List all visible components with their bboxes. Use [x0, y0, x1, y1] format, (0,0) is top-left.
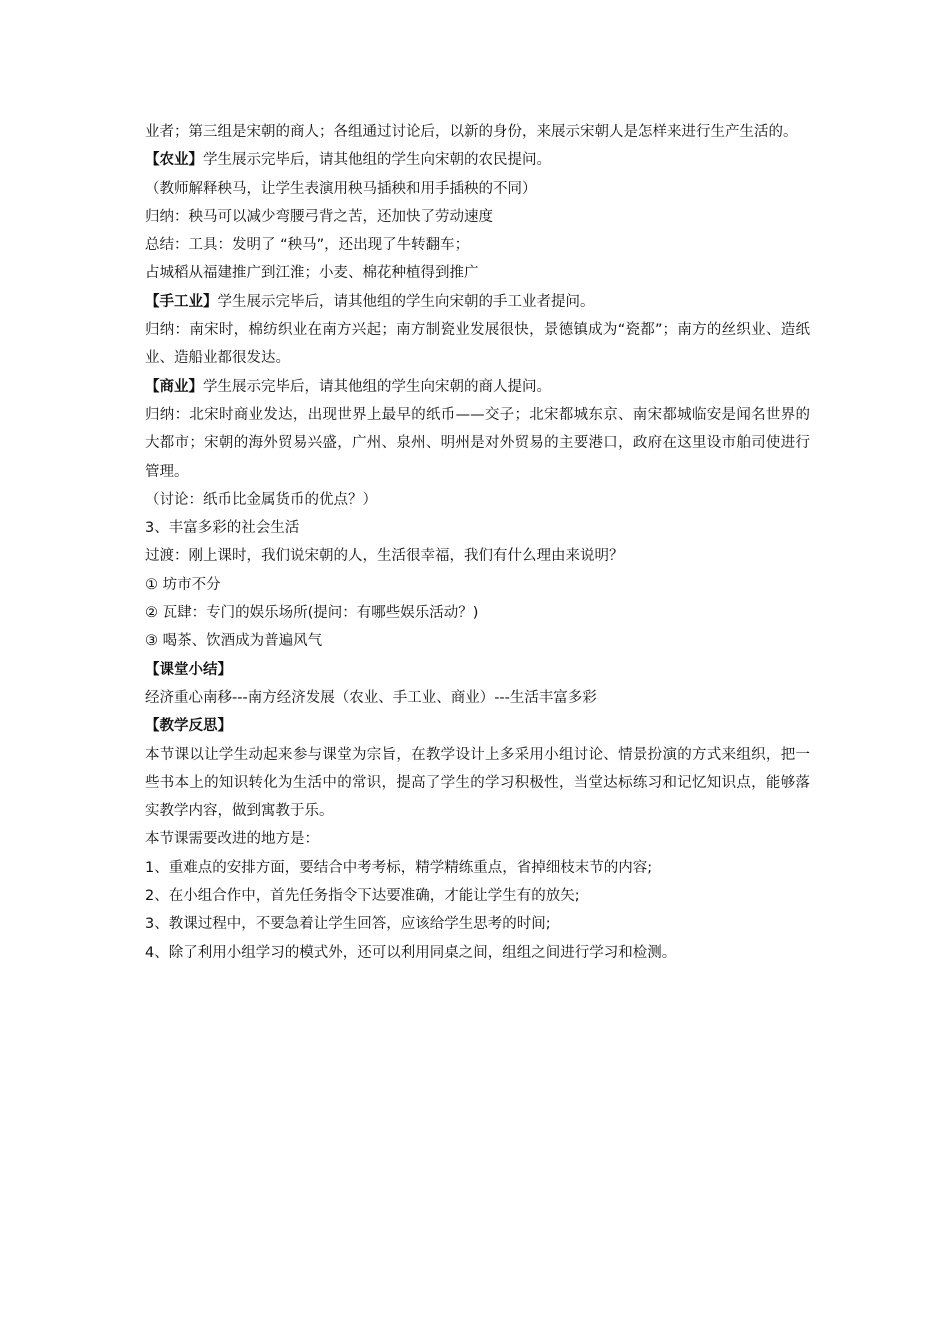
heading-teaching-reflection: 【教学反思】	[145, 718, 232, 735]
handicraft-label: 【手工业】	[145, 293, 218, 310]
improvement-item-4: 4、除了利用小组学习的模式外，还可以利用同桌之间，组组之间进行学习和检测。	[145, 944, 677, 961]
paragraph-reflection: 本节课以让学生动起来参与课堂为宗旨，在教学设计上多采用小组讨论、情景扮演的方式来组织，把一些书本上的知识转化为生活中的常识，提高了学生的学习积极性，当堂达标练习和记忆知识点，能够落实教学内容，做到寓教于乐。	[145, 746, 810, 820]
paragraph-intro: 业者；第三组是宋朝的商人；各组通过讨论后，以新的身份，来展示宋朝人是怎样来进行生产生活的。	[145, 124, 798, 140]
paragraph-class-summary: 经济重心南移---南方经济发展（农业、手工业、商业）---生活丰富多彩	[145, 689, 597, 706]
list-item-2: ② 瓦肆：专门的娱乐场所(提问：有哪些娱乐活动？)	[145, 605, 479, 622]
commerce-text: 学生展示完毕后，请其他组的学生向宋朝的商人提问。	[203, 378, 551, 395]
paragraph-summary-commerce: 归纳：北宋时商业发达，出现世界上最早的纸币——交子；北宋都城东京、南宋都城临安是闻名世界的大都市；宋朝的海外贸易兴盛，广州、泉州、明州是对外贸易的主要港口，政府在这里设市舶司使进行管理。	[145, 406, 810, 480]
paragraph-commerce	[145, 373, 810, 401]
improvement-item-2: 2、在小组合作中，首先任务指令下达要准确，才能让学生有的放矢;	[145, 888, 580, 905]
section-social-life: 3、丰富多彩的社会生活	[145, 520, 300, 537]
paragraph-rice-spread: 占城稻从福建推广到江淮；小麦、棉花种植得到推广	[145, 265, 479, 282]
document-page	[145, 118, 810, 967]
improvement-item-1: 1、重难点的安排方面，要结合中考考标，精学精练重点，省掉细枝末节的内容;	[145, 859, 653, 876]
paragraph-teacher-note: （教师解释秧马，让学生表演用秧马插秧和用手插秧的不同）	[145, 180, 537, 197]
list-item-3: ③ 喝茶、饮酒成为普遍风气	[145, 633, 323, 650]
paragraph-transition: 过渡：刚上课时，我们说宋朝的人，生活很幸福，我们有什么理由来说明？	[145, 548, 624, 565]
paragraph-summary-yangma: 归纳：秧马可以减少弯腰弓背之苦，还加快了劳动速度	[145, 208, 493, 225]
improvement-item-3: 3、教课过程中，不要急着让学生回答，应该给学生思考的时间;	[145, 916, 551, 933]
paragraph-conclusion-tools: 总结：工具：发明了 “秧马”，还出现了牛转翻车；	[145, 237, 470, 254]
paragraph-handicraft	[145, 288, 810, 316]
paragraph-discussion: （讨论：纸币比金属货币的优点？）	[145, 491, 377, 508]
commerce-label: 【商业】	[145, 378, 203, 395]
heading-class-summary: 【课堂小结】	[145, 661, 232, 678]
paragraph-summary-handicraft: 归纳：南宋时，棉纺织业在南方兴起；南方制瓷业发展很快，景德镇成为“瓷都”；南方的丝织业、造纸业、造船业都很发达。	[145, 322, 810, 367]
agriculture-text: 学生展示完毕后，请其他组的学生向宋朝的农民提问。	[203, 152, 551, 169]
paragraph-agriculture	[145, 146, 810, 174]
paragraph-improvements-intro: 本节课需要改进的地方是：	[145, 831, 319, 848]
handicraft-text: 学生展示完毕后，请其他组的学生向宋朝的手工业者提问。	[217, 293, 595, 310]
list-item-1: ① 坊市不分	[145, 576, 221, 593]
agriculture-label: 【农业】	[145, 152, 203, 169]
